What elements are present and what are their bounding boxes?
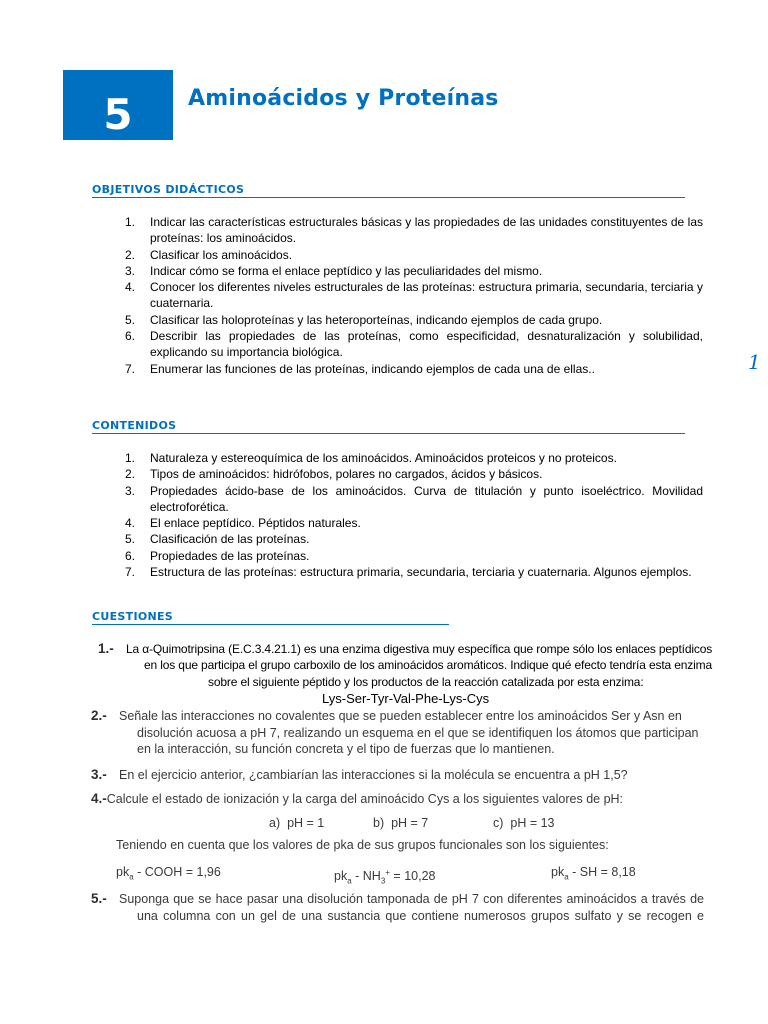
list-item <box>125 531 703 547</box>
section-heading-cuestiones: CUESTIONES <box>92 610 174 623</box>
question-number: 1.- <box>98 641 114 656</box>
item-number: 7. <box>125 565 136 580</box>
question-1-line-2: en los que participa el grupo carboxilo de los aminoácidos aromáticos. Indique qué efecto tendría esta enzima <box>144 658 713 672</box>
item-number: 2. <box>125 467 136 482</box>
list-item <box>125 548 703 564</box>
question-3-text: En el ejercicio anterior, ¿cambiarían las interacciones si la molécula se encuentra a pH 1,5? <box>119 768 628 782</box>
question-5-line-2: una columna con un gel de una sustancia que contiene numerosos grupos sulfato y se recogen e <box>137 909 704 923</box>
section-heading-contenidos: CONTENIDOS <box>92 419 177 432</box>
item-number: 4. <box>125 280 136 295</box>
ph-option-a <box>269 815 324 832</box>
pka-value: = 10,28 <box>389 869 436 884</box>
list-item <box>125 361 703 377</box>
option-label: c) <box>493 816 504 830</box>
question-2-line-1-row <box>91 707 107 725</box>
list-item <box>125 450 703 466</box>
list-item <box>125 515 703 531</box>
pka-symbol: pk <box>116 865 130 879</box>
ph-option-b <box>373 815 428 832</box>
section-rule-contenidos <box>92 433 685 434</box>
pka-symbol: pk <box>551 865 565 879</box>
question-number: 2.- <box>91 708 107 723</box>
item-text: Clasificar las holoproteínas y las heteroporteínas, indicando ejemplos de cada grupo. <box>150 312 603 327</box>
item-text: Conocer los diferentes niveles estructurales de las proteínas: estructura primaria, secundaria, terciaria y cuaternaria. <box>150 280 703 311</box>
section-heading-objetivos: OBJETIVOS DIDÁCTICOS <box>92 183 245 196</box>
option-value: pH = 1 <box>287 816 325 830</box>
item-number: 1. <box>125 215 136 229</box>
question-3-number-row <box>91 766 107 784</box>
item-text: Tipos de aminoácidos: hidrófobos, polares no cargados, ácidos y básicos. <box>150 467 543 482</box>
item-number: 6. <box>125 329 136 344</box>
item-text: Indicar las características estructurales básicas y las propiedades de las unidades constituyentes de las proteínas: los aminoácidos. <box>150 215 703 246</box>
item-text: Indicar cómo se forma el enlace peptídico y las peculiaridades del mismo. <box>150 263 543 278</box>
question-2-line-1: Señale las interacciones no covalentes que se pueden establecer entre los aminoácidos Ser y Asn en <box>119 709 682 723</box>
pka-subscript: a <box>564 872 569 882</box>
option-value: pH = 13 <box>510 816 555 830</box>
item-number: 1. <box>125 451 136 465</box>
objetivos-list <box>125 214 703 377</box>
pka-group: - NH <box>351 869 381 884</box>
item-number: 2. <box>125 247 136 262</box>
list-item <box>125 263 703 279</box>
list-item <box>125 214 703 247</box>
question-4-text: Calcule el estado de ionización y la carga del aminoácido Cys a los siguientes valores de pH: <box>106 792 624 806</box>
option-value: pH = 7 <box>391 816 429 830</box>
ph-option-c <box>493 815 555 832</box>
question-2-line-2: disolución acuosa a pH 7, realizando un esquema en el que se identifiquen los átomos que participan <box>137 726 699 740</box>
question-1-line-1: La α-Quimotripsina (E.C.3.4.21.1) es una enzima digestiva muy específica que rompe sólo los enlaces peptídicos <box>126 642 713 656</box>
item-number: 4. <box>125 516 136 531</box>
item-text: Clasificación de las proteínas. <box>150 532 310 547</box>
item-text: Enumerar las funciones de las proteínas, indicando ejemplos de cada una de ellas.. <box>150 361 595 376</box>
contenidos-list <box>125 450 703 580</box>
question-number: 4.- <box>91 791 107 806</box>
item-number: 5. <box>125 312 136 327</box>
question-number: 5.- <box>91 891 107 906</box>
item-text: El enlace peptídico. Péptidos naturales. <box>150 516 361 531</box>
item-text: Naturaleza y estereoquímica de los aminoácidos. Aminoácidos proteicos y no proteicos. <box>150 451 617 465</box>
list-item <box>125 279 703 312</box>
option-label: a) <box>269 816 281 830</box>
item-text: Estructura de las proteínas: estructura primaria, secundaria, terciaria y cuaternaria. Algunos ejemplos. <box>150 565 692 580</box>
list-item <box>125 483 703 516</box>
pka-subscript: a <box>347 876 352 886</box>
question-number: 3.- <box>91 767 107 782</box>
section-rule-cuestiones <box>92 624 449 625</box>
pka-nh3 <box>334 864 435 890</box>
list-item <box>125 328 703 361</box>
item-number: 6. <box>125 548 136 563</box>
peptide-sequence: Lys-Ser-Tyr-Val-Phe-Lys-Cys <box>322 691 490 706</box>
question-1-line-3: sobre el siguiente péptido y los productos de la reacción catalizada por esta enzima: <box>208 675 644 689</box>
page-number: 1 <box>748 350 761 374</box>
pka-value: - COOH = 1,96 <box>133 865 221 879</box>
item-text: Propiedades ácido-base de los aminoácidos. Curva de titulación y punto isoeléctrico. Movilidad electroforética. <box>150 483 703 514</box>
pka-value: - SH = 8,18 <box>568 865 636 879</box>
question-2-line-3: en la interacción, su función concreta y el tipo de fuerzas que lo mantienen. <box>137 742 555 756</box>
item-number: 3. <box>125 263 136 278</box>
question-5-line-1: Suponga que se hace pasar una disolución tamponada de pH 7 con diferentes aminoácidos a través de <box>119 892 704 906</box>
item-text: Clasificar los aminoácidos. <box>150 247 293 262</box>
question-5-number-row <box>91 890 107 908</box>
option-label: b) <box>373 816 385 830</box>
item-number: 3. <box>125 483 136 498</box>
item-number: 7. <box>125 361 136 376</box>
pka-sh <box>551 864 636 886</box>
list-item <box>125 247 703 263</box>
item-text: Propiedades de las proteínas. <box>150 548 310 563</box>
chapter-number: 5 <box>103 90 133 139</box>
item-text: Describir las propiedades de las proteínas, como especificidad, desnaturalización y solubilidad, explicando su importancia biológica. <box>150 329 703 360</box>
list-item <box>125 466 703 482</box>
pka-note: Teniendo en cuenta que los valores de pka de sus grupos funcionales son los siguientes: <box>116 838 609 852</box>
pka-symbol: pk <box>334 869 348 884</box>
question-4-row <box>91 790 623 808</box>
nh3-charge: + <box>385 868 390 877</box>
pka-subscript: a <box>129 872 134 882</box>
nh3-subscript: 3 <box>380 876 386 886</box>
chapter-title: Aminoácidos y Proteínas <box>188 86 499 111</box>
item-number: 5. <box>125 532 136 547</box>
pka-cooh <box>116 864 221 886</box>
question-1-number-row <box>98 640 114 658</box>
list-item <box>125 312 703 328</box>
list-item <box>125 564 703 580</box>
section-rule-objetivos <box>92 197 685 198</box>
